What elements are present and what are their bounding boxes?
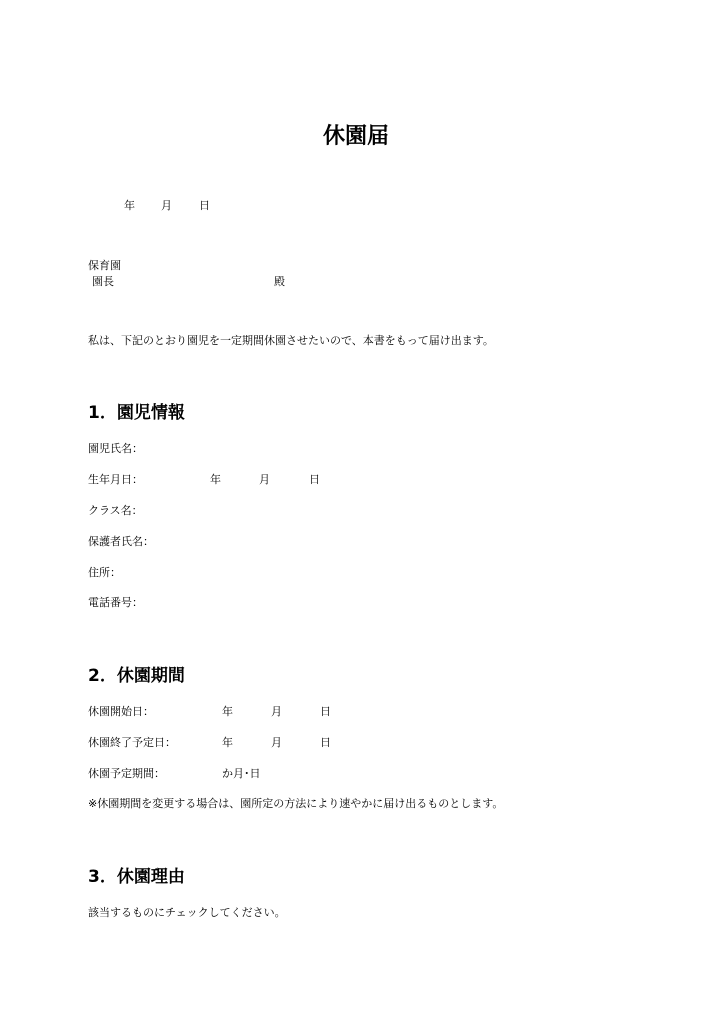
class-name-label: クラス名：	[88, 504, 143, 517]
guardian-name-label: 保護者氏名：	[88, 535, 154, 548]
recipient-honorific: 殿	[274, 275, 285, 288]
leave-start-label: 休園開始日：	[88, 705, 154, 718]
recipient-school: 保育園	[88, 259, 121, 272]
section-heading-reason: 3．休園理由	[88, 867, 185, 887]
leave-change-note: ※休園期間を変更する場合は、園所定の方法により速やかに届け出るものとします。	[88, 797, 504, 810]
leave-start-year: 年	[222, 705, 233, 718]
child-name-label: 園児氏名：	[88, 442, 143, 455]
document-title: 休園届	[323, 124, 390, 149]
birth-month-label: 月	[259, 473, 270, 486]
recipient-principal: 園長	[92, 275, 114, 288]
leave-end-label: 休園終了予定日：	[88, 736, 176, 749]
birthdate-label: 生年月日：	[88, 473, 143, 486]
intro-statement: 私は、下記のとおり園児を一定期間休園させたいので、本書をもって届け出ます。	[88, 334, 494, 347]
section-heading-child-info: 1．園児情報	[88, 403, 185, 423]
date-day-label: 日	[199, 199, 210, 212]
section-heading-leave-period: 2．休園期間	[88, 666, 185, 686]
leave-end-year: 年	[222, 736, 233, 749]
leave-duration-label: 休園予定期間：	[88, 767, 165, 780]
reason-instruction: 該当するものにチェックしてください。	[88, 906, 286, 919]
birth-year-label: 年	[210, 473, 221, 486]
leave-start-month: 月	[271, 705, 282, 718]
leave-start-day: 日	[320, 705, 331, 718]
phone-label: 電話番号：	[88, 596, 143, 609]
address-label: 住所：	[88, 566, 121, 579]
leave-end-day: 日	[320, 736, 331, 749]
date-year-label: 年	[124, 199, 135, 212]
leave-end-month: 月	[271, 736, 282, 749]
date-month-label: 月	[161, 199, 172, 212]
leave-duration-units: か月･日	[222, 767, 261, 780]
birth-day-label: 日	[309, 473, 320, 486]
